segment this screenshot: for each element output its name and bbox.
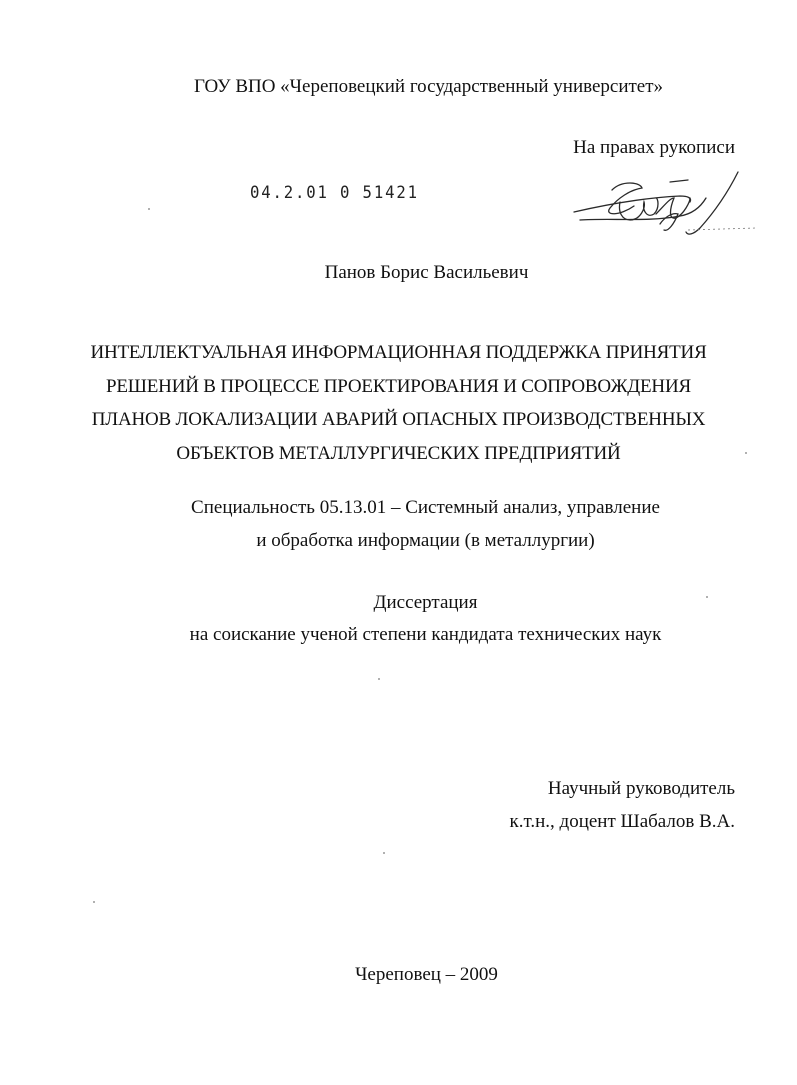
- title-line: РЕШЕНИЙ В ПРОЦЕССЕ ПРОЕКТИРОВАНИЯ И СОПРОВОЖДЕНИЯ: [106, 375, 691, 397]
- dissertation-title: [60, 336, 737, 470]
- title-line: ПЛАНОВ ЛОКАЛИЗАЦИИ АВАРИЙ ОПАСНЫХ ПРОИЗВОДСТВЕННЫХ: [91, 409, 706, 430]
- scan-speck: [378, 678, 380, 680]
- title-line: ОБЪЕКТОВ МЕТАЛЛУРГИЧЕСКИХ ПРЕДПРИЯТИЙ: [176, 442, 621, 464]
- supervisor-label: Научный руководитель: [547, 778, 735, 799]
- signature-icon: [560, 168, 760, 248]
- organization-name: ГОУ ВПО «Череповецкий государственный университет»: [193, 76, 664, 97]
- scan-speck: [745, 452, 747, 454]
- title-line: ИНТЕЛЛЕКТУАЛЬНАЯ ИНФОРМАЦИОННАЯ ПОДДЕРЖКА ПРИНЯТИЯ: [90, 342, 707, 363]
- scan-speck: [383, 852, 385, 854]
- scan-speck: [706, 596, 708, 598]
- specialty-line-1: Специальность 05.13.01 – Системный анализ, управление: [191, 497, 660, 518]
- scan-speck: [148, 208, 150, 210]
- author-name: Панов Борис Васильевич: [324, 262, 529, 283]
- supervisor-name: к.т.н., доцент Шабалов В.А.: [509, 811, 735, 832]
- city-year: Череповец – 2009: [355, 964, 498, 985]
- degree-statement: на соискание ученой степени кандидата технических наук: [189, 624, 662, 645]
- scan-speck: [93, 901, 95, 903]
- specialty-line-2: и обработка информации (в металлургии): [256, 530, 595, 551]
- dissertation-type: Диссертация: [373, 592, 478, 613]
- manuscript-rights-note: На правах рукописи: [573, 137, 735, 158]
- registration-stamp: 04.2.01 0 51421: [250, 183, 419, 203]
